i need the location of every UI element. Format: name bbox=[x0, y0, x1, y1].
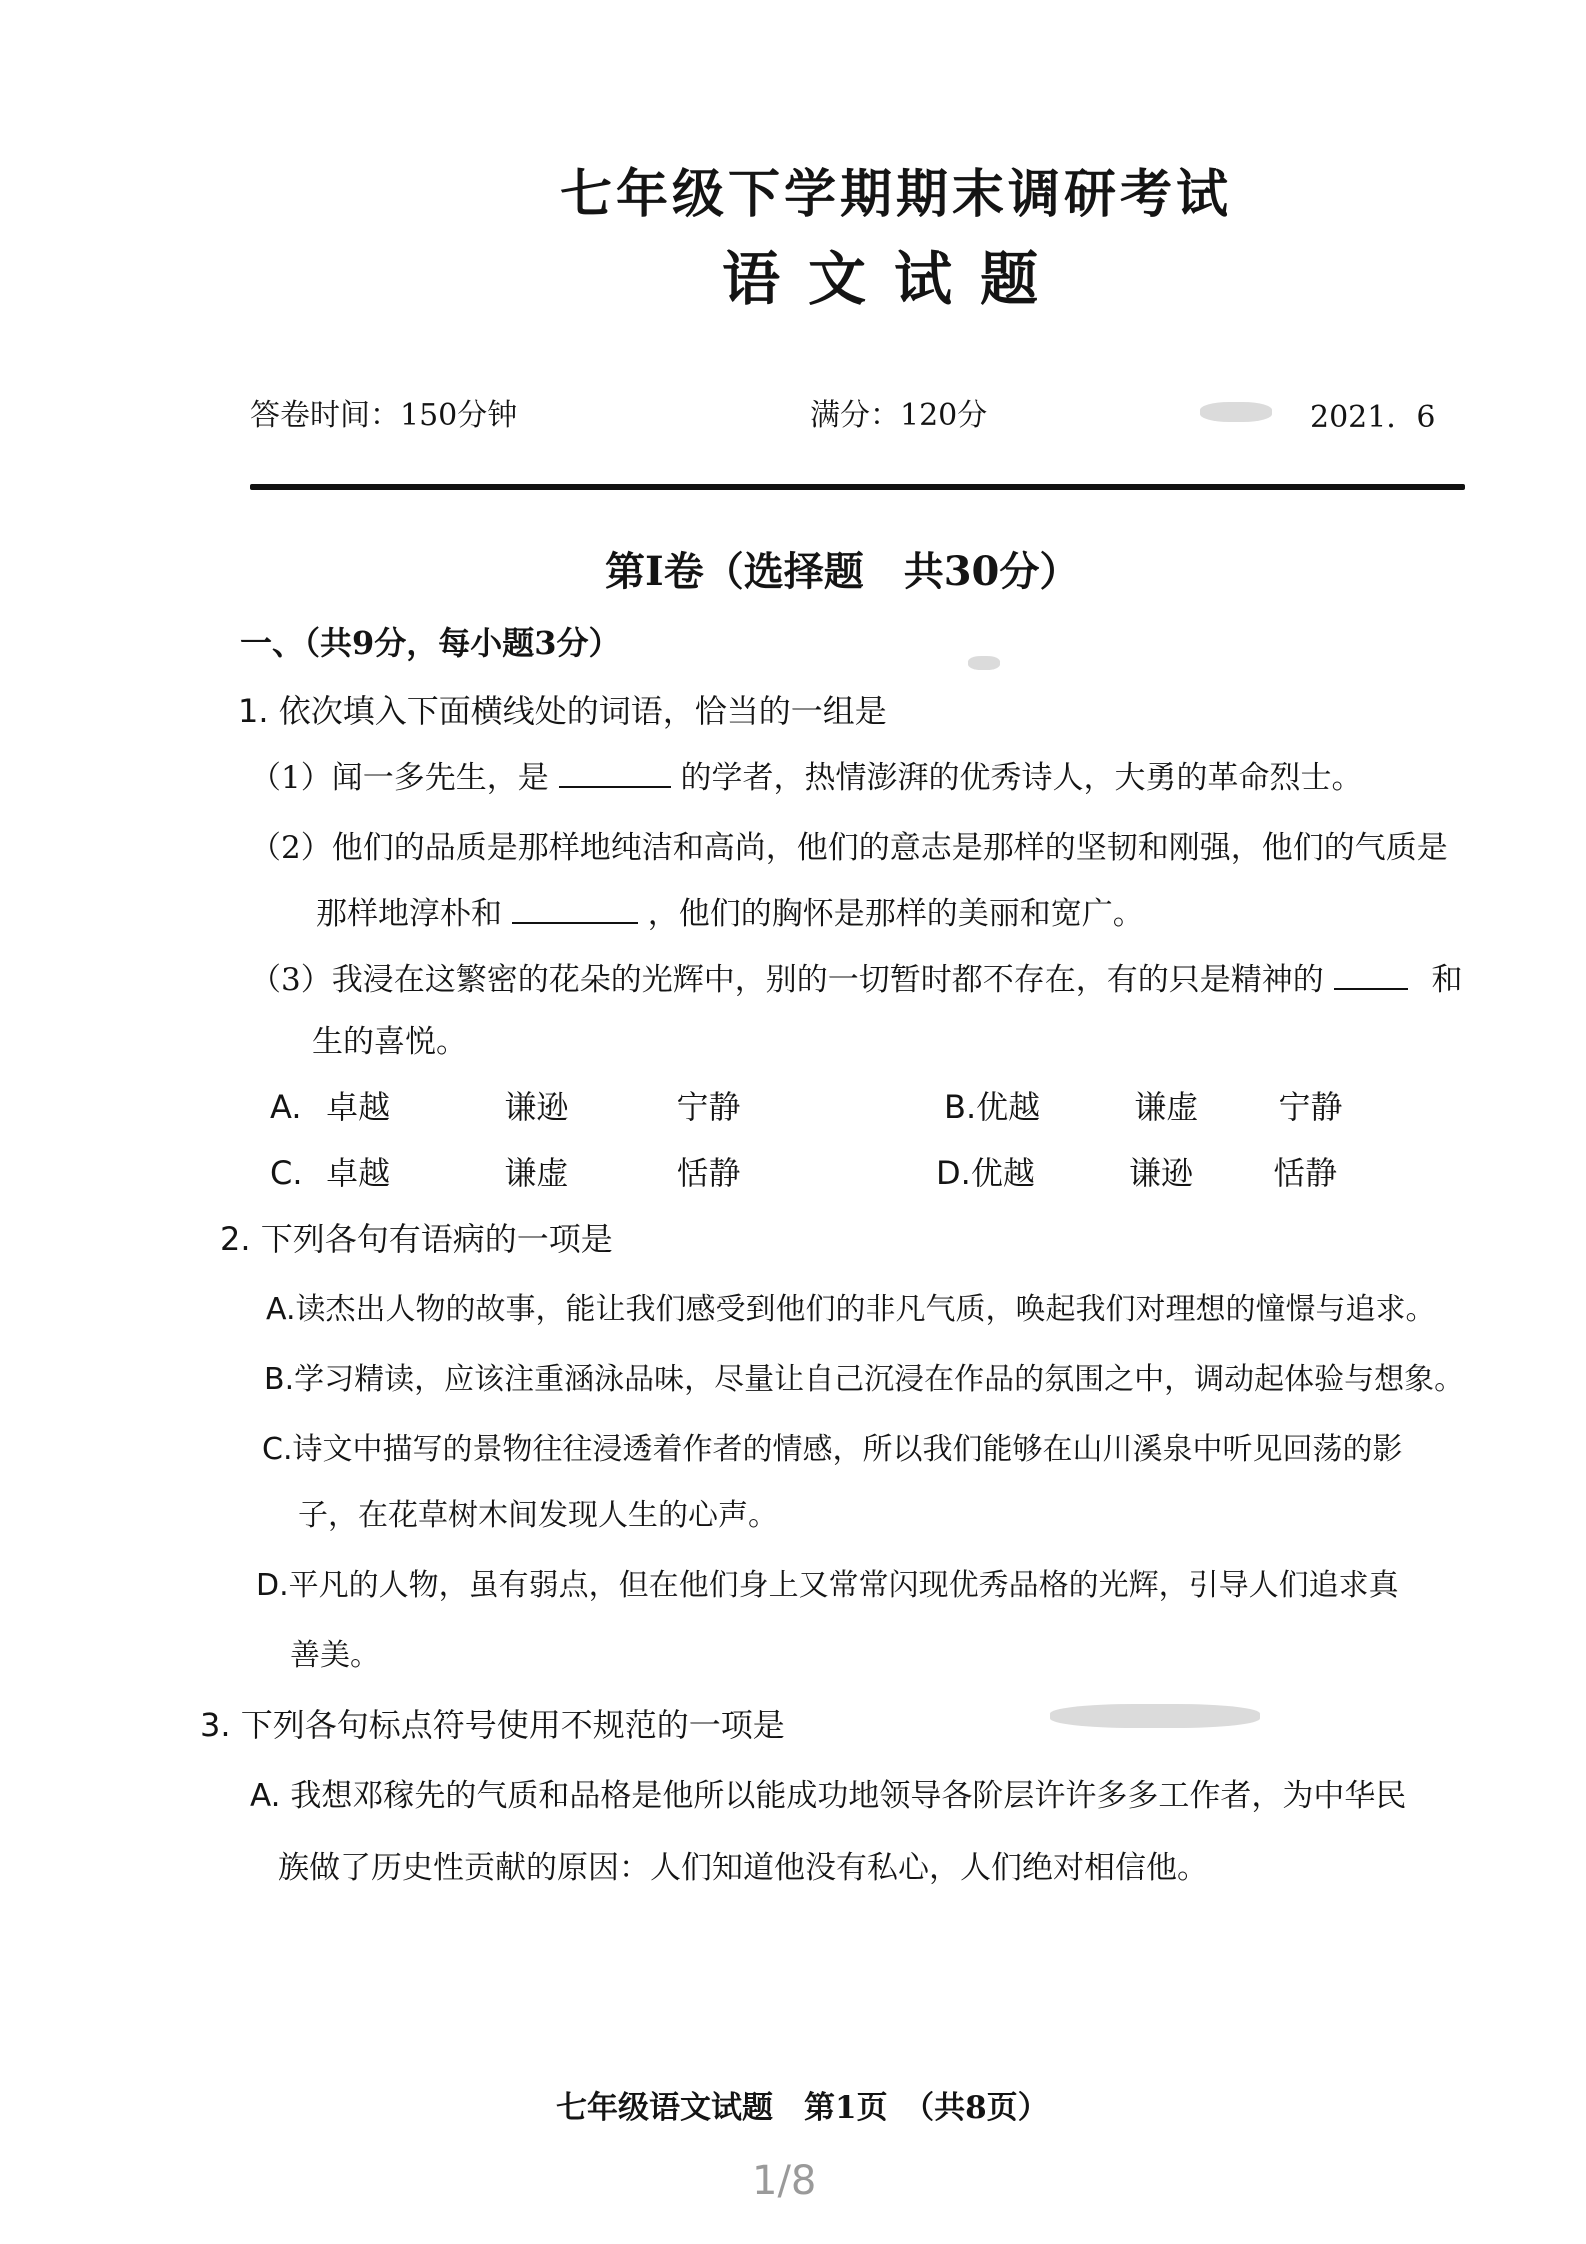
option-word-2: 谦虚 bbox=[1134, 1088, 1199, 1126]
option-word-3: 恬静 bbox=[1273, 1154, 1338, 1192]
q1-s1-part-a: （1）闻一多先生，是 bbox=[250, 760, 549, 796]
option-word-2: 谦逊 bbox=[1128, 1154, 1193, 1192]
q1-sentence-2-line-1: （2）他们的品质是那样地纯洁和高尚，他们的意志是那样的坚韧和刚强，他们的气质是 bbox=[250, 830, 1448, 866]
q1-option-a bbox=[270, 1082, 741, 1128]
option-word-2: 谦逊 bbox=[504, 1088, 569, 1126]
question-3-stem: 3. 下列各句标点符号使用不规范的一项是 bbox=[200, 1706, 785, 1744]
q1-s3-part-b: 和 bbox=[1431, 962, 1463, 998]
option-word-3: 恬静 bbox=[676, 1154, 741, 1192]
option-label: D. bbox=[936, 1154, 971, 1192]
option-label: A. bbox=[270, 1088, 302, 1126]
option-label: C. bbox=[270, 1154, 303, 1192]
section-heading: 第Ⅰ卷（选择题 共30分） bbox=[605, 548, 1080, 595]
exam-date: 2021．6 bbox=[1310, 400, 1436, 435]
q1-s2-part-b: 那样地淳朴和 bbox=[316, 896, 502, 932]
q2-option-b: B.学习精读，应该注重涵泳品味，尽量让自己沉浸在作品的氛围之中，调动起体验与想象。 bbox=[264, 1362, 1465, 1397]
q2-option-d-line-1: D.平凡的人物，虽有弱点，但在他们身上又常常闪现优秀品格的光辉，引导人们追求真 bbox=[256, 1568, 1399, 1603]
page-footer: 七年级语文试题 第1页 （共8页） bbox=[556, 2090, 1049, 2126]
q1-s1-part-b: 的学者，热情澎湃的优秀诗人，大勇的革命烈士。 bbox=[680, 760, 1363, 796]
option-word-2: 谦虚 bbox=[504, 1154, 569, 1192]
exam-title: 七年级下学期期末调研考试 bbox=[560, 164, 1233, 225]
q2-option-d-line-2: 善美。 bbox=[290, 1638, 380, 1673]
q2-option-c-line-1: C.诗文中描写的景物往往浸透着作者的情感，所以我们能够在山川溪泉中听见回荡的影 bbox=[262, 1432, 1403, 1467]
fill-blank bbox=[559, 755, 671, 788]
fill-blank bbox=[512, 891, 638, 924]
option-word-1: 卓越 bbox=[326, 1154, 391, 1192]
option-word-3: 宁静 bbox=[1278, 1088, 1343, 1126]
q1-option-c bbox=[270, 1148, 741, 1194]
option-word-1: 卓越 bbox=[326, 1088, 391, 1126]
part-title: 一、（共9分，每小题3分） bbox=[240, 624, 621, 662]
time-label: 答卷时间：150分钟 bbox=[250, 398, 518, 433]
q1-option-b bbox=[944, 1082, 1342, 1128]
q1-sentence-3-line-2: 生的喜悦。 bbox=[312, 1024, 467, 1060]
question-1-stem: 1. 依次填入下面横线处的词语，恰当的一组是 bbox=[238, 692, 887, 730]
q3-option-a-line-1: A. 我想邓稼先的气质和品格是他所以能成功地领导各阶层许许多多工作者，为中华民 bbox=[250, 1778, 1407, 1814]
smudge bbox=[1200, 402, 1272, 422]
header-rule bbox=[250, 484, 1465, 490]
q1-sentence-3-line-1 bbox=[250, 954, 1462, 999]
exam-subtitle: 语文试题 bbox=[722, 245, 1067, 313]
option-word-1: 优越 bbox=[970, 1154, 1035, 1192]
smudge bbox=[968, 656, 1000, 670]
option-word-3: 宁静 bbox=[676, 1088, 741, 1126]
q1-sentence-2-line-2 bbox=[316, 888, 1144, 933]
q1-s3-part-a: （3）我浸在这繁密的花朵的光辉中，别的一切暂时都不存在，有的只是精神的 bbox=[250, 962, 1324, 998]
q1-sentence-1 bbox=[250, 752, 1362, 797]
option-label: B. bbox=[944, 1088, 977, 1126]
q2-option-a: A.读杰出人物的故事，能让我们感受到他们的非凡气质，唤起我们对理想的憧憬与追求。 bbox=[266, 1292, 1436, 1327]
fill-blank bbox=[1334, 957, 1408, 990]
q1-option-d bbox=[936, 1148, 1337, 1194]
q3-option-a-line-2: 族做了历史性贡献的原因：人们知道他没有私心，人们绝对相信他。 bbox=[278, 1850, 1208, 1886]
page-indicator: 1/8 bbox=[752, 2158, 817, 2204]
score-label: 满分：120分 bbox=[810, 398, 988, 433]
q2-option-c-line-2: 子，在花草树木间发现人生的心声。 bbox=[298, 1498, 778, 1533]
option-word-1: 优越 bbox=[976, 1088, 1041, 1126]
question-2-stem: 2. 下列各句有语病的一项是 bbox=[220, 1220, 613, 1258]
smudge bbox=[1050, 1704, 1260, 1728]
q1-s2-part-c: ，他们的胸怀是那样的美丽和宽广。 bbox=[647, 896, 1144, 932]
